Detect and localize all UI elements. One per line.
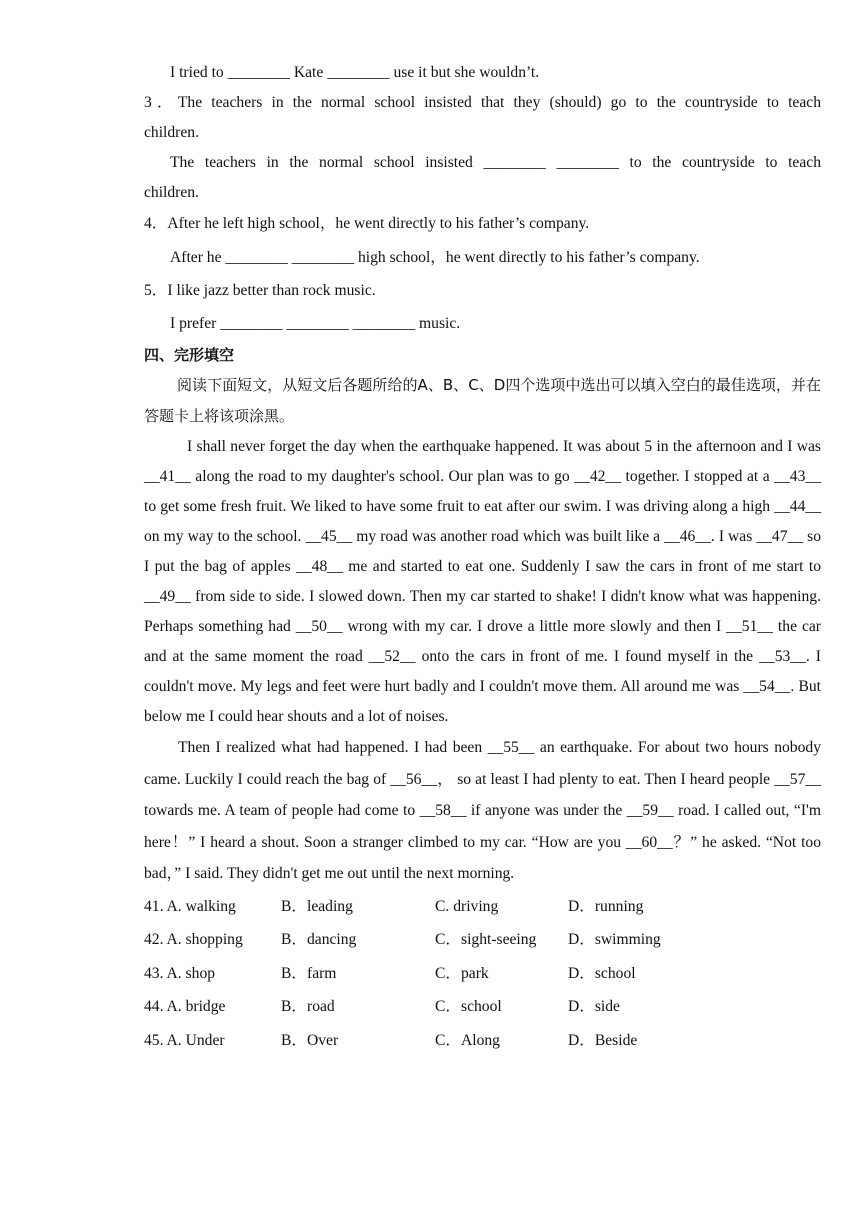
passage-paragraph: Then I realized what had happened. I had been __55__ an earthquake. For about two hours nobody came. Luckily I could reach the bag of __56__， so at least I had plenty to eat. Then I heard people __57__ towards me. A team of people had come to __58__ if anyone was under the __59__ road. I called out, “I'm here！” I heard a shout. Soon a stranger climbed to my car. “How are you __60__？” he asked. “Not too bad，” I said. They didn't get me out until the next morning. xyxy=(144,739,821,882)
exercise-line: I tried to ________ Kate ________ use it but she wouldn’t. xyxy=(170,64,540,81)
exercise-line: The teachers in the normal school insisted ________ ________ to the countryside to teach xyxy=(170,154,821,171)
option-a: 45. A. Under xyxy=(144,1031,225,1049)
exercise-line: I prefer ________ ________ ________ music. xyxy=(170,315,461,332)
option-d: D．Beside xyxy=(568,1031,638,1049)
exercise-line: 3．The teachers in the normal school insisted that they (should) go to the countryside to teach xyxy=(144,94,821,111)
option-d: D．side xyxy=(568,998,620,1016)
option-row xyxy=(144,1024,821,1058)
option-c: C. driving xyxy=(435,897,499,915)
option-d: D．swimming xyxy=(568,931,661,949)
option-row xyxy=(144,923,821,957)
option-c: C．park xyxy=(435,964,489,982)
option-c: C．Along xyxy=(435,1031,500,1049)
option-b: B．Over xyxy=(281,1031,339,1049)
exercise-line: 5．I like jazz better than rock music. xyxy=(144,282,376,299)
option-c: C．school xyxy=(435,998,502,1016)
section-instructions: 阅读下面短文，从短文后各题所给的A、B、C、D四个选项中选出可以填入空白的最佳选项，并在答题卡上将该项涂黑。 xyxy=(144,376,821,425)
exercise-line: children. xyxy=(144,184,199,201)
option-b: B．dancing xyxy=(281,931,357,949)
exercise-line: After he ________ ________ high school，he went directly to his father’s company. xyxy=(170,249,700,266)
option-row xyxy=(144,990,821,1024)
option-d: D．school xyxy=(568,964,636,982)
option-b: B．road xyxy=(281,998,335,1016)
option-a: 43. A. shop xyxy=(144,964,216,982)
option-b: B．leading xyxy=(281,897,353,915)
option-b: B．farm xyxy=(281,964,337,982)
option-a: 44. A. bridge xyxy=(144,998,226,1016)
exercise-line: children. xyxy=(144,124,199,141)
section-title: 四、完形填空 xyxy=(144,346,235,364)
option-row xyxy=(144,890,821,924)
passage-paragraph: I shall never forget the day when the earthquake happened. It was about 5 in the afternoon and I was __41__ along the road to my daughter's school. Our plan was to go __42__ together. I stopped at a __43__ to get some fresh fruit. We liked to have some fruit to eat after our swim. I was driving along a high __44__ on my way to the school. __45__ my road was another road which was built like a __46__. I was __47__ so I put the bag of apples __48__ me and started to eat one. Suddenly I saw the cars in front of me start to __49__ from side to side. I slowed down. Then my car started to shake! I didn't know what was happening. Perhaps something had __50__ wrong with my car. I drove a little more slowly and then I __51__ the car and at the same moment the road __52__ onto the cars in front of me. I found myself in the __53__. I couldn't move. My legs and feet were hurt badly and I couldn't move them. All around me was __54__. But below me I could hear shouts and a lot of noises. xyxy=(144,438,821,725)
option-row xyxy=(144,957,821,991)
exercise-line: 4．After he left high school，he went directly to his father’s company. xyxy=(144,215,590,232)
option-d: D．running xyxy=(568,897,644,915)
option-a: 41. A. walking xyxy=(144,897,236,915)
option-a: 42. A. shopping xyxy=(144,931,243,949)
document-page xyxy=(144,58,821,1057)
rewrite-exercises xyxy=(144,58,821,340)
option-c: C．sight-seeing xyxy=(435,931,537,949)
options-list xyxy=(144,890,821,1058)
